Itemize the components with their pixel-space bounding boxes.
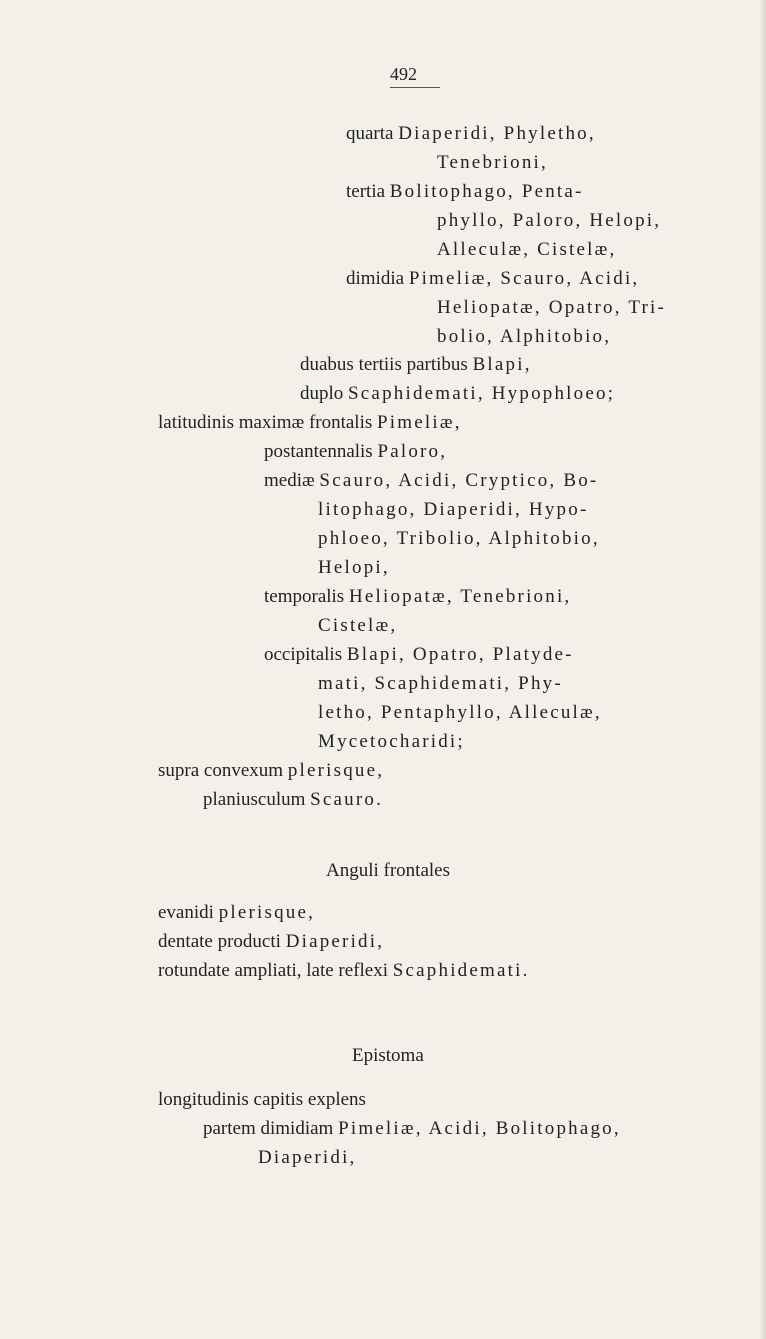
text-line: Cistelæ, — [318, 615, 398, 636]
text-line: latitudinis maximæ frontalis Pimeliæ, — [158, 412, 462, 433]
text-line: dimidia Pimeliæ, Scauro, Acidi, — [346, 268, 640, 289]
text-line: postantennalis Paloro, — [264, 441, 448, 462]
text-line: rotundate ampliati, late reflexi Scaphidemati. — [158, 960, 530, 981]
section-heading: Epistoma — [352, 1045, 424, 1066]
text-line: quarta Diaperidi, Phyletho, — [346, 123, 596, 144]
text-line: temporalis Heliopatæ, Tenebrioni, — [264, 586, 572, 607]
text-line: longitudinis capitis explens — [158, 1089, 366, 1110]
text-line: mediæ Scauro, Acidi, Cryptico, Bo- — [264, 470, 599, 491]
section-heading: Anguli frontales — [326, 860, 451, 881]
page-edge — [760, 0, 766, 1339]
text-line: letho, Pentaphyllo, Alleculæ, — [318, 702, 602, 723]
text-line: duplo Scaphidemati, Hypophloeo; — [300, 383, 616, 404]
text-line: Alleculæ, Cistelæ, — [437, 239, 617, 260]
text-line: mati, Scaphidemati, Phy- — [318, 673, 563, 694]
text-line: Diaperidi, — [258, 1147, 357, 1168]
text-line: tertia Bolitophago, Penta- — [346, 181, 584, 202]
text-line: duabus tertiis partibus Blapi, — [300, 354, 532, 375]
text-line: planiusculum Scauro. — [203, 789, 384, 810]
text-line: bolio, Alphitobio, — [437, 326, 612, 347]
text-line: Heliopatæ, Opatro, Tri- — [437, 297, 666, 318]
text-line: partem dimidiam Pimeliæ, Acidi, Bolitophago, — [203, 1118, 621, 1139]
text-line: occipitalis Blapi, Opatro, Platyde- — [264, 644, 574, 665]
text-line: litophago, Diaperidi, Hypo- — [318, 499, 589, 520]
text-line: phyllo, Paloro, Helopi, — [437, 210, 662, 231]
text-line: dentate producti Diaperidi, — [158, 931, 385, 952]
text-line: phloeo, Tribolio, Alphitobio, — [318, 528, 600, 549]
text-line: Mycetocharidi; — [318, 731, 465, 752]
text-line: supra convexum plerisque, — [158, 760, 385, 781]
text-line: Helopi, — [318, 557, 390, 578]
page-number: 492 — [390, 64, 440, 88]
text-line: Tenebrioni, — [437, 152, 548, 173]
text-line: evanidi plerisque, — [158, 902, 316, 923]
